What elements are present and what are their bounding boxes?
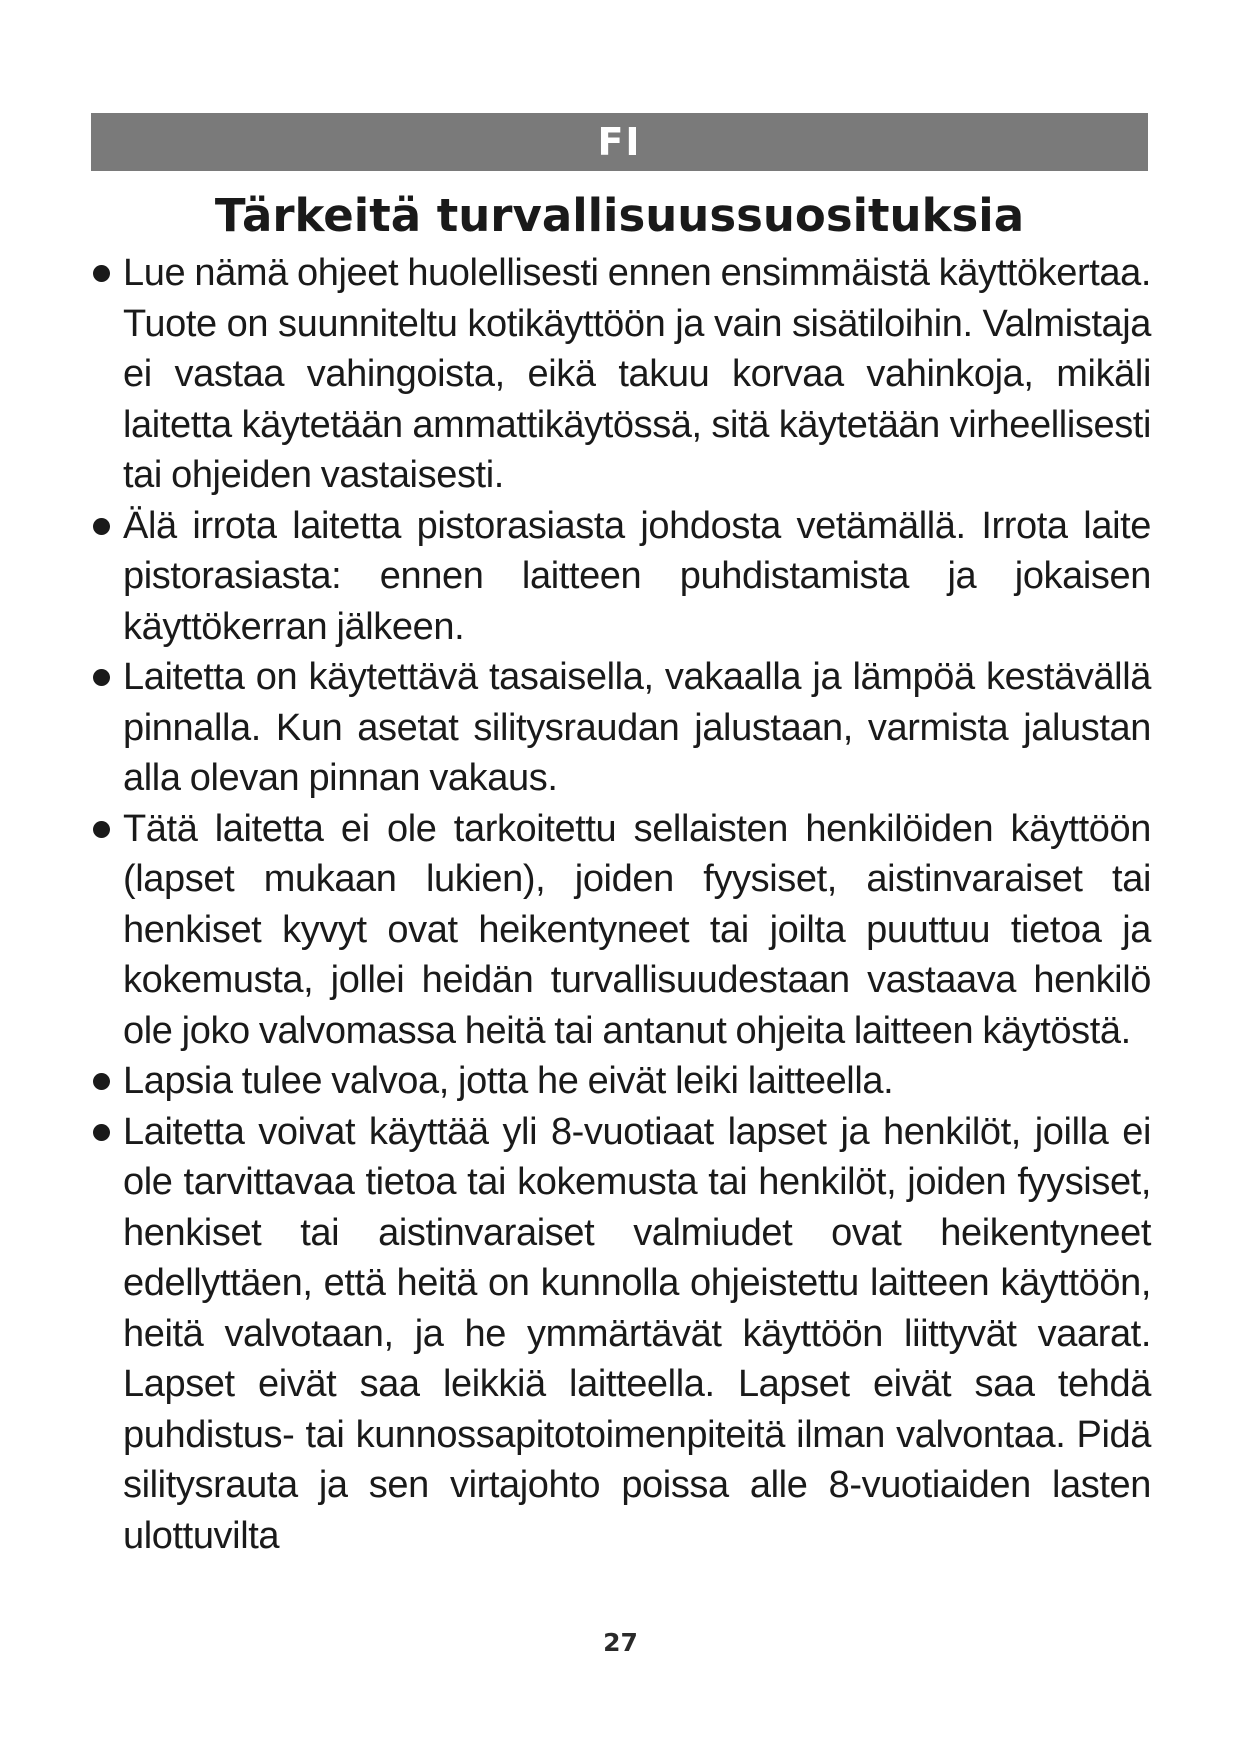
- list-item-text: Lue nämä ohjeet huolellisesti ennen ensimmäistä käyttökertaa. Tuote on suunniteltu kotikäyttöön ja vain sisätiloihin. Valmistaja ei vastaa vahingoista, eikä takuu korvaa vahinkoja, mikäli laitetta käytetään ammattikäytössä, sitä käytetään virheellisesti tai ohjeiden vastaisesti.: [123, 252, 1151, 496]
- list-item: [91, 248, 1151, 501]
- page-number: 27: [603, 1628, 638, 1657]
- bullet-icon: [93, 1124, 110, 1141]
- list-item-text: Laitetta voivat käyttää yli 8-vuotiaat lapset ja henkilöt, joilla ei ole tarvittavaa tietoa tai kokemusta tai henkilöt, joiden fyysiset, henkiset tai aistinvaraiset valmiudet ovat heikentyneet edellyttäen, että heitä on kunnolla ohjeistettu laitteen käyttöön, heitä valvotaan, ja he ymmärtävät käyttöön liittyvät vaarat. Lapset eivät saa leikkiä laitteella. Lapset eivät saa tehdä puhdistus- tai kunnossapitotoimenpiteitä ilman valvontaa. Pidä silitysrauta ja sen virtajohto poissa alle 8-vuotiaiden lasten ulottuvilta: [123, 1110, 1151, 1557]
- list-item-text: Älä irrota laitetta pistorasiasta johdosta vetämällä. Irrota laite pistorasiasta: ennen laitteen puhdistamista ja jokaisen käyttökerran jälkeen.: [123, 504, 1151, 648]
- language-header-bar: [91, 113, 1148, 171]
- list-item-text: Laitetta on käytettävä tasaisella, vakaalla ja lämpöä kestävällä pinnalla. Kun asetat silitysraudan jalustaan, varmista jalustan alla olevan pinnan vakaus.: [123, 656, 1151, 799]
- list-item: [91, 804, 1151, 1057]
- list-item: [91, 652, 1151, 804]
- page-title: Tärkeitä turvallisuussuosituksia: [214, 189, 1025, 242]
- language-code: FI: [597, 120, 642, 164]
- bullet-icon: [93, 669, 110, 686]
- list-item: [91, 1056, 1151, 1107]
- list-item: [91, 1107, 1151, 1562]
- list-item-text: Lapsia tulee valvoa, jotta he eivät leiki laitteella.: [123, 1060, 894, 1102]
- bullet-icon: [93, 518, 110, 535]
- bullet-icon: [93, 821, 110, 838]
- list-item: [91, 501, 1151, 653]
- safety-instructions-list: [91, 248, 1151, 1561]
- bullet-icon: [93, 265, 110, 282]
- list-item-text: Tätä laitetta ei ole tarkoitettu sellaisten henkilöiden käyttöön (lapset mukaan lukien), joiden fyysiset, aistinvaraiset tai henkiset kyvyt ovat heikentyneet tai joilta puuttuu tietoa ja kokemusta, jollei heidän turvallisuudestaan vastaava henkilö ole joko valvomassa heitä tai antanut ohjeita laitteen käytöstä.: [123, 807, 1151, 1052]
- bullet-icon: [93, 1073, 110, 1090]
